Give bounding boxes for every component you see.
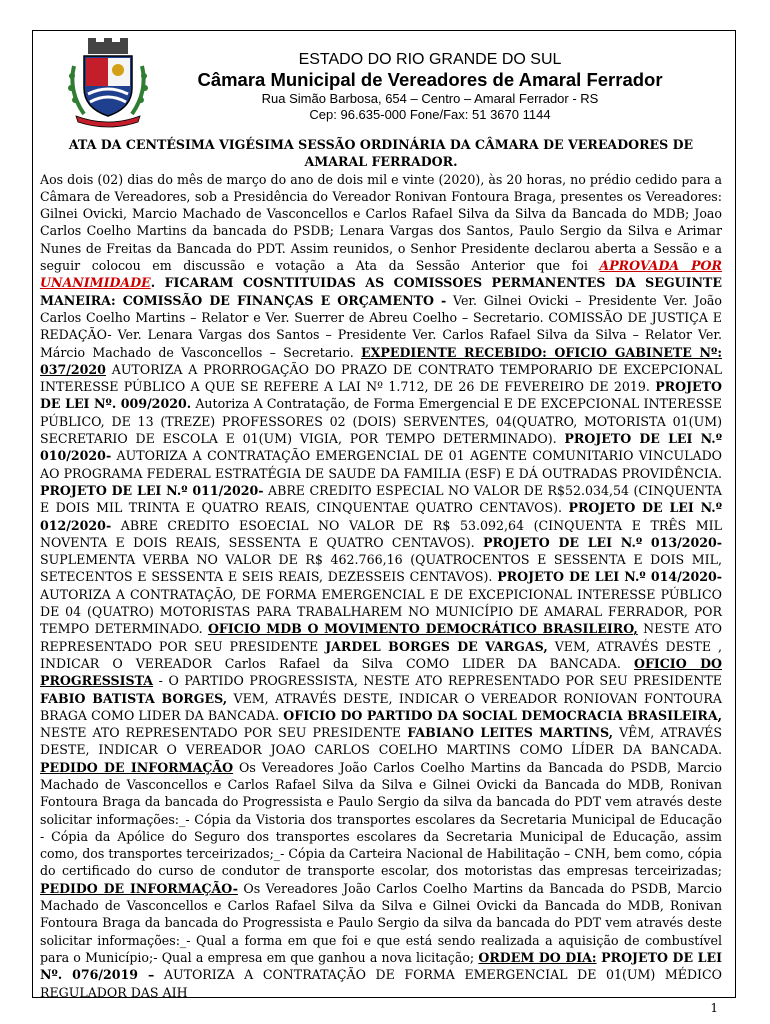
text-segment: ABRE CREDITO ESOECIAL NO VALOR DE R$ 53.092,64 (CINQUENTA E TRÊS MIL NOVENTA E DOIS REAIS, SESSENTA E QUATRO CENTAVOS).: [40, 517, 722, 550]
bill-heading: PROJETO DE LEI N.º 011/2020-: [40, 482, 264, 498]
office-heading: OFICIO MDB O MOVIMENTO DEMOCRÁTICO BRASILEIRO,: [207, 621, 638, 637]
bill-heading: PROJETO DE LEI N.º 012/2020-: [40, 500, 722, 533]
text-segment: AUTORIZA A CONTRATAÇÃO, DE FORMA EMERGENCIAL E DE EXCEPICIONAL INTERESSE PÚBLICO DE 04 (QUATRO) MOTORISTAS PARA TRABALHAREM NO MUNICÍPIO DE AMARAL FERRADOR, POR TEMPO DETERMINADO.: [40, 586, 722, 637]
text-segment: AUTORIZA A CONTRATAÇÃO DE FORMA EMERGENCIAL DE 01(UM) MÉDICO REGULADOR DAS AIH: [40, 967, 722, 1000]
text-segment: Os Vereadores João Carlos Coelho Martins da Bancada do PSDB, Marcio Machado de Vasconcellos e Carlos Rafael Silva da Silva e Gilnei Ovicki da Bancada do MDB, Ronivan Fontoura Braga da bancada do Progressista e Paulo Sergio da silva da bancada do PDT vem através deste solicitar informações:_- Qual a forma em que foi e que está sendo realizada a aquisição de combustível para o Município;- Qual a empresa em que ganhou a nova licitação;: [40, 880, 722, 965]
bill-heading: PROJETO DE LEI N.º 010/2020-: [40, 431, 722, 464]
text-segment: VEM, ATRAVÉS DESTE, INDICAR O VEREADOR RONIOVAN FONTOURA BRAGA COMO LIDER DA BANCADA.: [40, 690, 722, 723]
text-segment: ABRE CREDITO ESPECIAL NO VALOR DE R$52.034,54 (CINQUENTA E DOIS MIL TRINTA E QUATRO REAIS, CINQUENTAE QUATRO CENTAVOS).: [40, 482, 722, 516]
page-number: 1: [710, 1001, 718, 1015]
document-title: ATA DA CENTÉSIMA VIGÉSIMA SESSÃO ORDINÁRIA DA CÂMARA DE VEREADORES DE AMARAL FERRADOR.: [68, 137, 694, 170]
expediente-heading: EXPEDIENTE RECEBIDO: OFICIO GABINETE Nº: 037/2020: [40, 344, 722, 377]
text-segment: NESTE ATO REPRESENTADO POR SEU PRESIDENTE: [40, 725, 408, 741]
bill-heading: PROJETO DE LEI N.º 014/2020-: [497, 569, 722, 585]
letterhead: [150, 50, 710, 123]
approval-status: APROVADA POR UNANIMIDADE: [40, 258, 722, 291]
person-name: FABIO BATISTA BORGES,: [40, 690, 228, 706]
text-segment: Ver. Gilnei Ovicki – Presidente Ver. João Carlos Coelho Martins – Relator e Ver. Suerrer de Abreu Coelho – Secretario. COMISSÃO DE JUSTIÇA E REDAÇÃO- Ver. Lenara Vargas dos Santos – Presidente Ver. Carlos Rafael Silva da Silva – Relator Ver. Márcio Machado de Vasconcellos – Secretario.: [40, 292, 722, 360]
chamber-address: Rua Simão Barbosa, 654 – Centro – Amaral Ferrador - RS: [261, 91, 599, 106]
minutes-body: [40, 136, 722, 1001]
office-heading: OFICIO DO PROGRESSISTA: [40, 655, 722, 689]
text-segment: AUTORIZA A PRORROGAÇÃO DO PRAZO DE CONTRATO TEMPORARIO DE EXCEPCIONAL INTERESSE PÚBLICO A QUE SE REFERE A LAI Nº 1.712, DE 26 DE FEVEREIRO DE 2019.: [40, 361, 722, 395]
minutes-paragraph: [40, 171, 722, 1001]
text-segment: SUPLEMENTA VERBA NO VALOR DE R$ 462.766,16 (QUATROCENTOS E SESSENTA E DOIS MIL, SETECENTOS E SESSENTA E SEIS REAIS, DEZESSEIS CENTAVOS).: [40, 552, 722, 585]
bill-heading: PROJETO DE LEI N.º 013/2020-: [482, 534, 723, 550]
bill-heading: PROJETO DE LEI Nº. 076/2019 –: [40, 949, 722, 983]
text-segment: - O PARTIDO PROGRESSISTA, NESTE ATO REPRESENTADO POR SEU PRESIDENTE: [153, 673, 722, 689]
text-segment: Autoriza A Contratação, de Forma Emergencial E DE EXCEPCIONAL INTERESSE PÚBLICO, DE 13 (TREZE) PROFESSORES 02 (DOIS) SERVENTES, 04(QUATRO, MOTORISTA 01(UM) SECRETARIO DE ESCOLA E 01(UM) VIGIA, POR TEMPO DETERMINADO).: [40, 396, 722, 447]
information-request-heading: PEDIDO DE INFORMAÇÃO: [40, 759, 234, 775]
text-segment: Os Vereadores João Carlos Coelho Martins da Bancada do PSDB, Marcio Machado de Vasconcellos e Carlos Rafael Silva da Silva e Gilnei Ovicki da Bancada do MDB, Ronivan Fontoura Braga da bancada do Progressista e Paulo Sergio da silva da bancada do PDT vem através deste solicitar informações:_- Cópia da Vistoria dos transportes escolares da Secretaria Municipal de Educação - Cópia da Apólice do Seguro dos transportes escolares da Secretaria Municipal de Educação, assim como, dos transportes terceirizados;_- Cópia da Carteira Nacional de Habilitação – CNH, bem como, cópia do certificado do curso de condutor de transporte escolar, dos motoristas das empresas terceirizadas;: [40, 759, 722, 879]
information-request-heading: PEDIDO DE INFORMAÇÃO-: [40, 880, 238, 896]
bill-heading: PROJETO DE LEI Nº. 009/2020.: [40, 379, 722, 412]
office-heading: OFICIO DO PARTIDO DA SOCIAL DEMOCRACIA BRASILEIRA,: [283, 707, 722, 723]
municipal-coat-of-arms-icon: [62, 36, 154, 128]
chamber-name: Câmara Municipal de Vereadores de Amaral Ferrador: [197, 69, 663, 90]
text-segment: NESTE ATO REPRESENTADO POR SEU PRESIDENTE: [40, 621, 722, 654]
text-segment: Aos dois (02) dias do mês de março do ano de dois mil e vinte (2020), às 20 horas, no prédio cedido para a Câmara de Vereadores, sob a Presidência do Vereador Ronivan Fontoura Braga, presentes os Vereadores: Gilnei Ovicki, Marcio Machado de Vasconcellos e Carlos Rafael Silva da Silva da Bancada do MDB; Joao Carlos Coelho Martins da bancada do PSDB; Lenara Vargas dos Santos, Paulo Sergio da Silva e Arimar Nunes de Freitas da Bancada do PDT. Assim reunidos, o Senhor Presidente declarou aberta a Sessão e a seguir colocou em discussão e votação a Ata da Sessão Anterior que foi: [40, 171, 722, 274]
person-name: FABIANO LEITES MARTINS,: [407, 725, 614, 741]
text-segment: VÊM, ATRAVÉS DESTE, INDICAR O VEREADOR JOAO CARLOS COELHO MARTINS COMO LÍDER DA BANCADA.: [40, 725, 722, 758]
text-segment: VEM, ATRAVÉS DESTE , INDICAR O VEREADOR Carlos Rafael da Silva COMO LIDER DA BANCADA.: [40, 638, 723, 671]
person-name: JARDEL BORGES DE VARGAS,: [325, 638, 548, 654]
chamber-contact: Cep: 96.635-000 Fone/Fax: 51 3670 1144: [309, 107, 551, 122]
state-name: ESTADO DO RIO GRANDE DO SUL: [298, 51, 562, 68]
text-segment: AUTORIZA A CONTRATAÇÃO EMERGENCIAL DE 01 AGENTE COMUNITARIO VINCULADO AO PROGRAMA FEDERAL ESTRATÉGIA DE SAUDE DA FAMILIA (ESF) E DÁ OUTRADAS PROVIDÊNCIA.: [40, 448, 722, 481]
text-segment: .: [150, 275, 165, 291]
committees-heading: FICARAM COSNTITUIDAS AS COMISSOES PERMANENTES DA SEGUINTE MANEIRA: COMISSÃO DE FINANÇAS E ORÇAMENTO -: [40, 275, 722, 308]
agenda-heading: ORDEM DO DIA:: [478, 949, 597, 965]
